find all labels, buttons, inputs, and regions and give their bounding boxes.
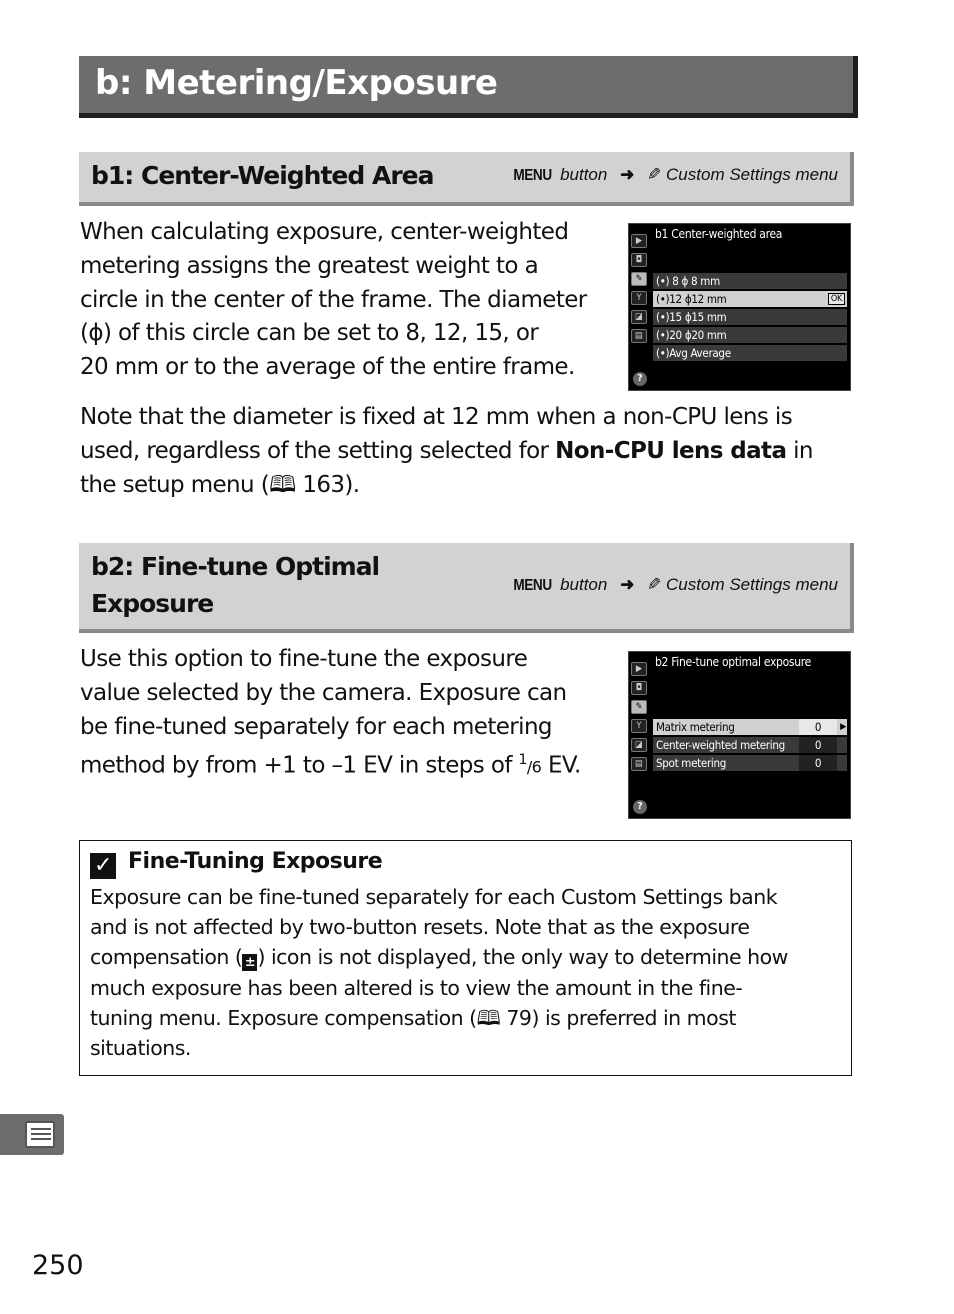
menu-button-label: button: [560, 575, 608, 594]
non-cpu-lens-data-term: Non-CPU lens data: [555, 437, 787, 464]
chapter-header: [79, 56, 858, 118]
custom-settings-menu-label: Custom Settings menu: [666, 575, 838, 594]
text-line: tuning menu. Exposure compensation (🕮 79) is preferred in most: [90, 1005, 736, 1030]
playback-tab-icon: ▶: [631, 234, 647, 248]
screen-menu-item: Spot metering 0: [653, 755, 847, 771]
chapter-side-tab: [0, 1114, 64, 1155]
screen-tabs: [631, 234, 649, 348]
screen-tabs: [631, 662, 649, 776]
b2-section-header: [79, 543, 854, 633]
help-icon: ?: [633, 372, 647, 386]
text-line: (ϕ) of this circle can be set to 8, 12, 15, or: [80, 320, 539, 347]
screen-menu-item-selected: Matrix metering 0 ▶: [653, 719, 847, 735]
custom-settings-menu-label: Custom Settings menu: [666, 165, 838, 184]
b2-paragraph: [80, 643, 581, 785]
playback-tab-icon: ▶: [631, 662, 647, 676]
screen-menu-item: (•)20 ϕ20 mm: [653, 327, 847, 343]
screen-title: b1 Center-weighted area: [655, 227, 783, 241]
b1-heading: b1: Center-Weighted Area: [91, 161, 434, 190]
note-title: ✓ Fine-Tuning Exposure: [90, 849, 382, 879]
menu-button-icon: MENU: [513, 577, 552, 594]
my-menu-tab-icon: ▤: [631, 757, 647, 771]
text-line: method by from +1 to –1 EV in steps of $^1$/6 EV.: [80, 752, 581, 780]
b1-section-header: [79, 152, 854, 206]
text-line: Use this option to fine-tune the exposure: [80, 646, 528, 672]
pencil-tab-icon: ✎: [631, 272, 647, 286]
screen-menu-item: (•)15 ϕ15 mm: [653, 309, 847, 325]
screen-menu-item-selected: (•)12 ϕ12 mm OK: [653, 291, 847, 307]
chapter-title: b: Metering/Exposure: [95, 63, 498, 103]
screen-title: b2 Fine-tune optimal exposure: [655, 655, 811, 669]
menu-list-icon: [25, 1121, 55, 1148]
camera-tab-icon: ◘: [631, 253, 647, 267]
wrench-tab-icon: Y: [631, 291, 647, 305]
arrow-icon: ➜: [620, 575, 635, 594]
right-arrow-icon: ▶: [840, 722, 846, 732]
text-line: much exposure has been altered is to view the amount in the fine-: [90, 975, 743, 1000]
text-line: value selected by the camera. Exposure can: [80, 679, 567, 706]
text-line: compensation ( ± ) icon is not displayed, the only way to determine how: [90, 945, 788, 971]
text-line: and is not affected by two-button resets. Note that as the exposure: [90, 915, 750, 940]
screen-menu-item: Center-weighted metering 0: [653, 737, 847, 753]
text-line: 20 mm or to the average of the entire frame.: [80, 354, 575, 381]
arrow-icon: ➜: [620, 165, 635, 184]
my-menu-tab-icon: ▤: [631, 329, 647, 343]
screen-menu-item: (•) 8 ϕ 8 mm: [653, 273, 847, 289]
pencil-icon: ✎: [647, 165, 662, 184]
camera-tab-icon: ◘: [631, 681, 647, 695]
text-line: the setup menu (🕮 163).: [80, 471, 360, 498]
text-line: metering assigns the greatest weight to a: [80, 252, 539, 279]
text-line: Note that the diameter is fixed at 12 mm when a non-CPU lens is: [80, 404, 793, 430]
b2-menu-path: [510, 575, 838, 595]
page-number: 250: [32, 1250, 84, 1281]
note-box: [79, 840, 852, 1076]
retouch-tab-icon: ◪: [631, 310, 647, 324]
menu-button-label: button: [560, 165, 608, 184]
screen-menu-item: (•)Avg Average: [653, 345, 847, 361]
ok-icon: OK: [828, 293, 845, 305]
b1-menu-path: [510, 165, 838, 185]
text-line: situations.: [90, 1036, 191, 1061]
b2-camera-screen: [628, 651, 851, 819]
b2-heading: b2: Fine-tune Optimal Exposure: [91, 552, 380, 618]
text-line: be fine-tuned separately for each metering: [80, 713, 552, 740]
retouch-tab-icon: ◪: [631, 738, 647, 752]
b1-paragraph-2: [80, 401, 813, 502]
wrench-tab-icon: Y: [631, 719, 647, 733]
text-line: circle in the center of the frame. The diameter: [80, 286, 587, 313]
menu-button-icon: MENU: [513, 167, 552, 184]
text-line: used, regardless of the setting selected for Non-CPU lens data in: [80, 437, 813, 464]
pencil-tab-icon: ✎: [631, 700, 647, 714]
b1-paragraph-1: [80, 216, 587, 385]
checkmark-icon: ✓: [90, 853, 116, 879]
note-text: [90, 882, 788, 1063]
exposure-compensation-icon: ±: [242, 954, 257, 971]
b1-camera-screen: [628, 223, 851, 391]
text-line: When calculating exposure, center-weighted: [80, 219, 569, 245]
text-line: Exposure can be fine-tuned separately for each Custom Settings bank: [90, 885, 778, 909]
help-icon: ?: [633, 800, 647, 814]
pencil-icon: ✎: [647, 575, 662, 594]
